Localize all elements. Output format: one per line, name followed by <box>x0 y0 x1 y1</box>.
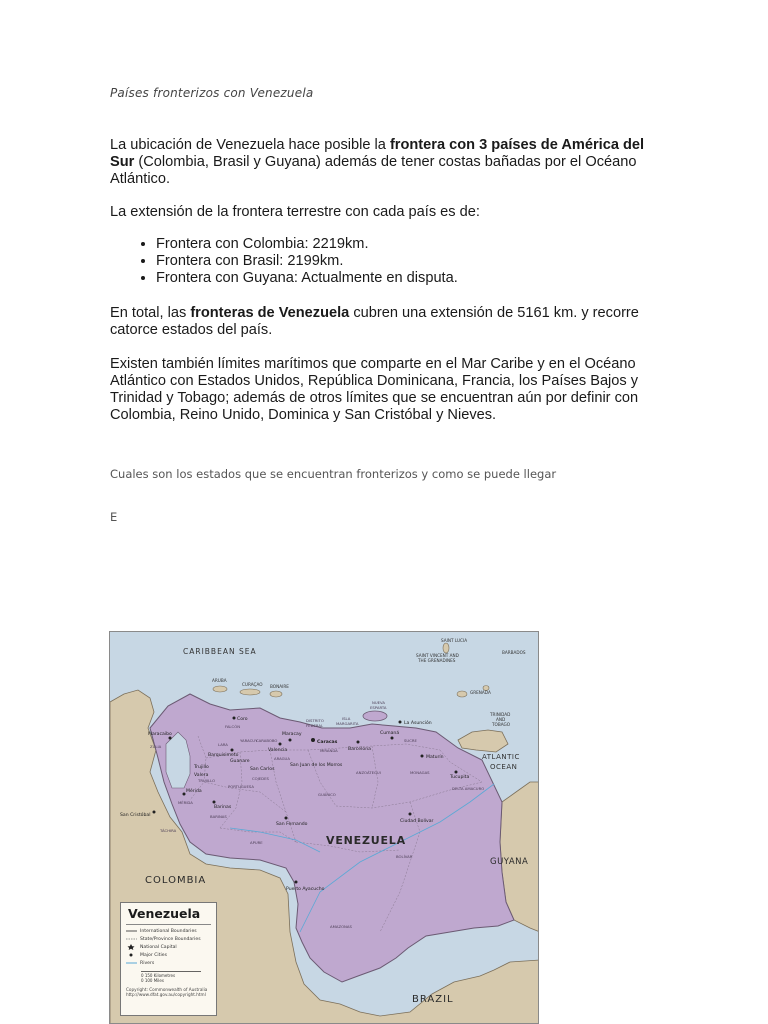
city-marker <box>399 721 402 724</box>
label-san-carlos: San Carlos <box>250 767 275 772</box>
label-cojedes: COJEDES <box>252 776 269 781</box>
legend-item-label: National Capital <box>140 944 177 950</box>
city-marker <box>295 881 298 884</box>
section-heading: Cuales son los estados que se encuentran fronterizos y como se puede llegar <box>110 467 557 481</box>
grenada-island <box>457 691 467 697</box>
legend-item-label: International Boundaries <box>140 928 197 934</box>
label-curacao: CURAÇAO <box>242 682 263 687</box>
label-sucre: SUCRE <box>404 738 417 743</box>
label-cumana: Cumaná <box>380 731 400 736</box>
label-aruba: ARUBA <box>212 678 227 683</box>
label-carabobo: CARABOBO <box>256 738 278 743</box>
city-marker <box>289 739 292 742</box>
label-trinidad-3: TOBAGO <box>492 722 511 727</box>
label-la-asuncion: La Asunción <box>404 721 432 726</box>
label-apure: APURE <box>250 840 263 845</box>
page-subtitle: Países fronterizos con Venezuela <box>110 86 314 100</box>
list-item: • Frontera con Guyana: Actualmente en disputa. <box>156 270 656 287</box>
label-tucupita: Tucupita <box>450 775 470 780</box>
paragraph-text: La ubicación de Venezuela hace posible la <box>110 137 390 153</box>
label-monagas: MONAGAS <box>410 770 430 775</box>
list-item: • Frontera con Brasil: 2199km. <box>156 253 656 270</box>
label-valencia: Valencia <box>268 748 288 753</box>
label-yaracuy: YARACUY <box>240 738 258 743</box>
label-nueva-esparta-1: NUEVA <box>372 700 385 705</box>
label-trujillo: Trujillo <box>194 765 209 770</box>
legend-item-label: State/Province Boundaries <box>140 936 201 942</box>
border-list <box>110 236 656 287</box>
label-distrito-2: FEDERAL <box>306 723 324 728</box>
legend-item-rivers <box>121 959 216 967</box>
label-trujillo-state: TRUJILLO <box>198 778 216 783</box>
label-maracay: Maracay <box>282 732 302 737</box>
list-item: • Frontera con Colombia: 2219km. <box>156 236 656 253</box>
label-trinidad-2: AND <box>496 717 506 722</box>
city-marker <box>455 771 458 774</box>
copyright-line: http://www.dfat.gov.au/copyright.html <box>126 992 206 997</box>
legend-item-label: Rivers <box>140 960 155 966</box>
label-maturin: Maturín <box>426 755 444 760</box>
city-marker <box>311 738 315 742</box>
city-marker <box>285 817 288 820</box>
paragraph-extension: La extensión de la frontera terrestre con cada país es de: <box>110 204 480 220</box>
paragraph-text: (Colombia, Brasil y Guyana) además de tener costas bañadas por el Océano Atlántico. <box>110 154 637 187</box>
copyright-line: Copyright: Commonwealth of Australia <box>126 987 208 992</box>
label-distrito-1: DISTRITO <box>306 718 324 723</box>
paragraph-bold: frontera con 3 países de América del Sur <box>110 137 645 170</box>
label-svg-2: THE GRENADINES <box>418 658 456 663</box>
lake-maracaibo <box>166 732 190 788</box>
venezuela-map <box>109 631 539 1024</box>
label-atlantic: ATLANTIC <box>482 753 520 761</box>
aruba-island <box>213 686 227 692</box>
legend-title: Venezuela <box>128 906 201 921</box>
label-maracaibo: Maracaibo <box>148 732 172 737</box>
city-marker <box>357 741 360 744</box>
scale-mi: 0 100 Miles <box>141 978 164 983</box>
label-brazil: BRAZIL <box>412 994 454 1005</box>
label-ciudad-bolivar: Ciudad Bolívar <box>400 819 434 824</box>
label-barbados: BARBADOS <box>502 650 526 655</box>
label-nueva-esparta-2: ESPARTA <box>370 705 387 710</box>
paragraph-text: En total, las <box>110 305 191 321</box>
capital-star-icon <box>126 944 140 950</box>
paragraph-text: cubren una extensión de 5161 km. y recorre catorce estados del país. <box>110 305 639 338</box>
label-guanare: Guanare <box>230 759 250 764</box>
label-caracas: Caracas <box>317 740 338 745</box>
label-barinas: Barinas <box>214 805 232 810</box>
legend-item-international <box>121 927 216 935</box>
label-barcelona: Barcelona <box>348 747 371 752</box>
city-marker <box>231 749 234 752</box>
paragraph-maritime: Existen también límites marítimos que comparte en el Mar Caribe y en el Océano Atlántico con Estados Unidos, República Dominicana, Francia, los Países Bajos y Trinidad y Tobago; además de otros límites que se encuentran aún por definir con Colombia, Reino Unido, Dominica y San Cristóbal y Nieves. <box>110 356 639 423</box>
label-isla-1: ISLA <box>342 716 351 721</box>
city-marker <box>153 811 156 814</box>
label-merida-state: MÉRIDA <box>178 800 193 805</box>
label-barquisimeto: Barquisimeto <box>208 753 239 758</box>
label-grenada: GRENADA <box>470 690 491 695</box>
label-puerto-ayacucho: Puerto Ayacucho <box>286 887 325 892</box>
label-lara: LARA <box>218 742 228 747</box>
label-venezuela: VENEZUELA <box>326 834 406 847</box>
label-ocean: OCEAN <box>490 763 518 771</box>
label-trinidad-1: TRINIDAD <box>490 712 511 717</box>
city-marker <box>233 717 236 720</box>
label-bonaire: BONAIRE <box>270 684 289 689</box>
label-falcon: FALCÓN <box>225 724 241 729</box>
city-marker <box>391 737 394 740</box>
label-san-cristobal: San Cristóbal <box>120 813 151 818</box>
label-coro: Coro <box>237 717 248 722</box>
label-san-fernando: San Fernando <box>276 822 308 827</box>
city-marker <box>213 801 216 804</box>
label-bolivar: BOLÍVAR <box>396 854 413 859</box>
label-tachira: TÁCHIRA <box>160 828 177 833</box>
map-legend <box>120 902 217 1016</box>
label-barinas-state: BARINAS <box>210 814 227 819</box>
label-san-juan: San Juan de los Morros <box>290 763 343 768</box>
scale-bar <box>121 967 216 983</box>
label-saint-lucia: SAINT LUCIA <box>441 638 468 643</box>
legend-item-label: Major Cities <box>140 952 167 958</box>
label-portuguesa: PORTUGUESA <box>228 784 254 789</box>
state-boundary-icon <box>126 937 140 941</box>
city-marker <box>421 755 424 758</box>
river-line-icon <box>126 961 140 965</box>
curacao-island <box>240 689 260 695</box>
legend-item-capital <box>121 943 216 951</box>
label-amazonas: AMAZONAS <box>330 924 352 929</box>
label-miranda: MIRANDA <box>320 748 338 753</box>
label-guyana: GUYANA <box>490 857 529 867</box>
margarita-island <box>363 711 387 721</box>
label-guarico: GUÁRICO <box>318 792 336 797</box>
saint-lucia-island <box>443 643 449 653</box>
paragraph-bold: fronteras de Venezuela <box>190 305 350 321</box>
bonaire-island <box>270 691 282 697</box>
label-anzoategui: ANZOÁTEGUI <box>356 770 381 775</box>
label-colombia: COLOMBIA <box>145 875 207 886</box>
scale-km: 0 150 Kilometres <box>141 973 176 978</box>
label-zulia: ZULIA <box>150 744 162 749</box>
label-caribbean-sea: CARIBBEAN SEA <box>183 647 257 656</box>
legend-item-cities <box>121 951 216 959</box>
label-isla-2: MARGARITA <box>336 721 359 726</box>
city-marker <box>409 813 412 816</box>
international-boundary-icon <box>126 929 140 933</box>
legend-divider <box>126 924 211 925</box>
label-aragua: ARAGUA <box>274 756 290 761</box>
city-marker <box>279 743 282 746</box>
city-dot-icon <box>126 953 140 957</box>
stray-letter: E <box>110 510 118 524</box>
paragraph-location <box>110 137 655 188</box>
legend-copyright <box>121 983 216 997</box>
label-valera: Valera <box>194 773 209 778</box>
legend-item-state <box>121 935 216 943</box>
label-merida: Mérida <box>186 789 202 794</box>
label-svg-1: SAINT VINCENT AND <box>416 653 459 658</box>
paragraph-total <box>110 305 655 339</box>
label-delta: DELTA AMACURO <box>452 786 485 791</box>
